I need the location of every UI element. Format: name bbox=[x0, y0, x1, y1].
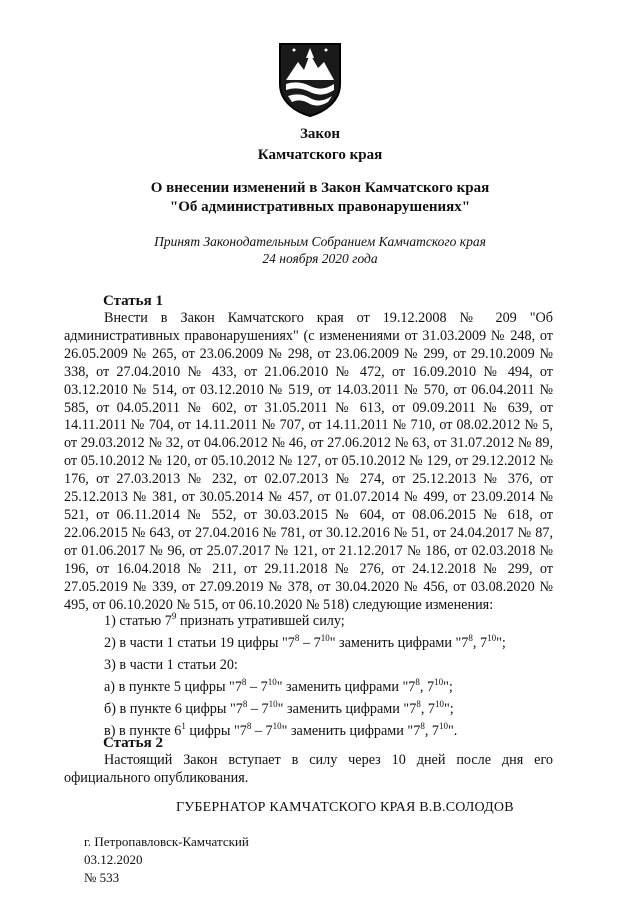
item-c: в) в пункте $6^1$ цифры "$7^8 - 7^{10}$" заменить цифрами "$7^8$, $7^{10}$". bbox=[104, 721, 458, 739]
article1-items bbox=[104, 610, 506, 742]
governor-signature-line: ГУБЕРНАТОР КАМЧАТСКОГО КРАЯ В.В.СОЛОДОВ bbox=[176, 800, 514, 815]
item-a: а) в пункте 5 цифры "$7^8 - 7^{10}$" заменить цифрами "$7^8$, $7^{10}$"; bbox=[104, 677, 453, 695]
footer-date: 03.12.2020 bbox=[84, 852, 143, 867]
item-b: б) в пункте 6 цифры "$7^8 - 7^{10}$" заменить цифрами "$7^8$, $7^{10}$"; bbox=[104, 699, 454, 717]
article1-text: Внести в Закон Камчатского края от 19.12.2008 № 209 "Об административных правонарушениях" (с изменениями от 31.03.2009 № 248, от 26.05.2009 № 265, от 23.06.2009 № 298, от 23.06.2009 № 299, от 29.10.2009 № 338, от 27.04.2010 № 433, от 21.06.2010 № 472, от 16.09.2010 № 494, от 03.12.2010 № 514, от 03.12.2010 № 519, от 14.03.2011 № 570, от 06.04.2011 № 585, от 04.05.2011 № 602, от 31.05.2011 № 613, от 09.09.2011 № 639, от 14.11.2011 № 704, от 14.11.2011 № 707, от 14.11.2011 № 710, от 08.02.2012 № 5, от 29.03.2012 № 32, от 04.06.2012 № 46, от 27.06.2012 № 63, от 31.07.2012 № 89, от 05.10.2012 № 120, от 05.10.2012 № 127, от 05.10.2012 № 129, от 29.12.2012 № 176, от 27.03.2013 № 232, от 02.07.2013 № 274, от 25.12.2013 № 376, от 25.12.2013 № 381, от 30.05.2014 № 457, от 01.07.2014 № 499, от 23.09.2014 № 521, от 06.11.2014 № 552, от 30.03.2015 № 604, от 08.06.2015 № 618, от 22.06.2015 № 643, от 27.04.2016 № 781, от 30.12.2016 № 51, от 24.04.2017 № 87, от 01.06.2017 № 96, от 25.07.2017 № 121, от 21.12.2017 № 186, от 02.03.2018 № 196, от 16.04.2018 № 211, от 29.11.2018 № 276, от 24.12.2018 № 299, от 27.05.2019 № 339, от 27.09.2019 № 378, от 30.04.2020 № 456, от 03.08.2020 № 495, от 06.10.2020 № 515, от 06.10.2020 № 518) следующие изменения: bbox=[64, 310, 553, 613]
item-1: 1) статью $7^9$ признать утратившей силу; bbox=[104, 611, 345, 629]
article2-text: Настоящий Закон вступает в силу через 10 дней после дня его официального опубликования. bbox=[64, 752, 553, 786]
footer-number: № 533 bbox=[84, 870, 120, 885]
law-title-line2: "Об административных правонарушениях" bbox=[169, 199, 471, 215]
footer-city: г. Петропавловск-Камчатский bbox=[84, 834, 249, 849]
law-word: Закон bbox=[299, 126, 340, 142]
adopted-date: 24 ноября 2020 года bbox=[262, 251, 378, 266]
law-title-line1: О внесении изменений в Закон Камчатского края bbox=[150, 180, 490, 196]
item-2: 2) в части 1 статьи 19 цифры "$7^8 - 7^{10}$" заменить цифрами "$7^8$, $7^{10}$"; bbox=[104, 633, 506, 651]
kamchatka-coat-of-arms-icon bbox=[276, 40, 344, 118]
item-3: 3) в части 1 статьи 20: bbox=[104, 657, 238, 673]
article1-heading: Статья 1 bbox=[103, 293, 163, 309]
region-name: Камчатского края bbox=[257, 147, 383, 163]
article2-heading: Статья 2 bbox=[103, 735, 163, 751]
adopted-by: Принят Законодательным Собранием Камчатского края bbox=[154, 234, 486, 249]
